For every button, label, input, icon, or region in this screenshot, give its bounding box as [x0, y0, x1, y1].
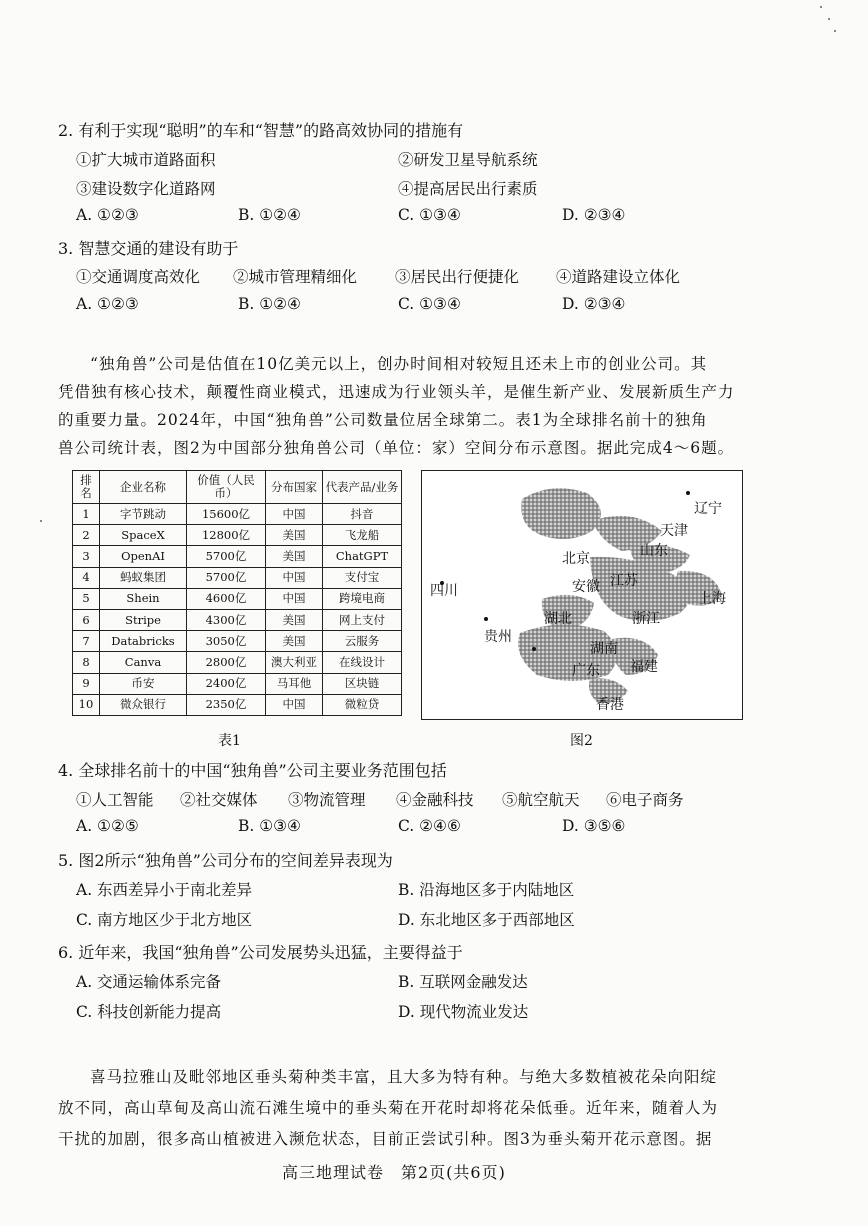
label-tianjin: 天津: [660, 523, 688, 539]
table-cell: 在线设计: [323, 652, 402, 673]
table-cell: 抖音: [323, 504, 402, 525]
q6-choice-a: A. 交通运输体系完备: [76, 973, 222, 991]
table-cell: 支付宝: [323, 567, 402, 588]
label-guizhou: 贵州: [484, 629, 512, 645]
q2-choice-d: D. ②③④: [562, 206, 626, 224]
table-cell: Shein: [100, 588, 187, 609]
table-cell: 2: [73, 525, 100, 546]
table-row: [73, 673, 402, 694]
table-caption: 表1: [218, 733, 241, 749]
q2-item-2: ②研发卫星导航系统: [398, 151, 538, 169]
label-liaoning: 辽宁: [694, 501, 722, 517]
label-beijing: 北京: [562, 551, 590, 567]
q3-item-3: ③居民出行便捷化: [395, 268, 520, 286]
table-row: [73, 694, 402, 715]
q3-choice-b: B. ①②④: [238, 295, 301, 313]
table-cell: 5700亿: [187, 546, 266, 567]
q5-choice-a: A. 东西差异小于南北差异: [76, 881, 253, 899]
q4-choice-b: B. ①③④: [238, 817, 301, 835]
table-row: [73, 567, 402, 588]
q2-item-3: ③建设数字化道路网: [76, 180, 216, 198]
table-row: [73, 504, 402, 525]
q4-item-6: ⑥电子商务: [606, 791, 684, 809]
table-row: [73, 631, 402, 652]
table-cell: 中国: [266, 567, 323, 588]
header-company: 企业名称: [100, 471, 187, 504]
table-cell: 美国: [266, 546, 323, 567]
q5-choice-b: B. 沿海地区多于内陆地区: [398, 881, 575, 899]
table-row: [73, 546, 402, 567]
q4-item-4: ④金融科技: [396, 791, 474, 809]
table-cell: 美国: [266, 525, 323, 546]
passage-line: “独角兽”公司是估值在10亿美元以上，创办时间相对较短且还未上市的创业公司。其: [90, 355, 708, 373]
q5-choice-d: D. 东北地区多于西部地区: [398, 911, 575, 929]
table-cell: 币安: [100, 673, 187, 694]
table-cell: 10: [73, 694, 100, 715]
table-cell: 马耳他: [266, 673, 323, 694]
table-cell: ChatGPT: [323, 546, 402, 567]
q3-item-2: ②城市管理精细化: [233, 268, 358, 286]
q6-choice-b: B. 互联网金融发达: [398, 973, 528, 991]
label-hongkong: 香港: [596, 697, 624, 713]
unicorn-passage: [58, 350, 735, 462]
table-cell: 蚂蚁集团: [100, 567, 187, 588]
q4-item-2: ②社交媒体: [180, 791, 258, 809]
table-cell: Databricks: [100, 631, 187, 652]
table-cell: 澳大利亚: [266, 652, 323, 673]
question-3-stem: 3. 智慧交通的建设有助于: [58, 239, 239, 258]
table-cell: 区块链: [323, 673, 402, 694]
table-cell: OpenAI: [100, 546, 187, 567]
q4-choice-c: C. ②④⑥: [398, 817, 461, 835]
question-2-stem: 2. 有利于实现“聪明”的车和“智慧”的路高效协同的措施有: [58, 121, 464, 140]
table-cell: 飞龙船: [323, 525, 402, 546]
table-cell: Stripe: [100, 609, 187, 630]
table-cell: 云服务: [323, 631, 402, 652]
q4-item-1: ①人工智能: [76, 791, 154, 809]
question-5-stem: 5. 图2所示“独角兽”公司分布的空间差异表现为: [58, 851, 393, 870]
table-cell: 2400亿: [187, 673, 266, 694]
header-country: 分布国家: [266, 471, 323, 504]
table-cell: 15600亿: [187, 504, 266, 525]
header-rank: 排名: [73, 471, 100, 504]
table-cell: 9: [73, 673, 100, 694]
figure-caption: 图2: [570, 733, 593, 749]
q3-choice-d: D. ②③④: [562, 295, 626, 313]
header-product: 代表产品/业务: [323, 471, 402, 504]
table-cell: 网上支付: [323, 609, 402, 630]
question-6-stem: 6. 近年来，我国“独角兽”公司发展势头迅猛，主要得益于: [58, 943, 463, 962]
table-row: [73, 588, 402, 609]
map-svg: [422, 471, 742, 719]
passage-line: 的重要力量。2024年，中国“独角兽”公司数量位居全球第二。表1为全球排名前十的独角: [58, 411, 708, 429]
table-cell: 2800亿: [187, 652, 266, 673]
q2-item-1: ①扩大城市道路面积: [76, 151, 216, 169]
question-4-stem: 4. 全球排名前十的中国“独角兽”公司主要业务范围包括: [58, 761, 447, 780]
unicorn-distribution-map: [421, 470, 743, 720]
q4-item-3: ③物流管理: [288, 791, 366, 809]
q2-choice-a: A. ①②③: [76, 206, 139, 224]
label-shandong: 山东: [640, 543, 668, 559]
beijing-cluster: [521, 488, 601, 539]
label-fujian: 福建: [630, 659, 658, 675]
table-cell: 中国: [266, 588, 323, 609]
header-value: 价值（人民币）: [187, 471, 266, 504]
table-cell: 1: [73, 504, 100, 525]
q2-item-4: ④提高居民出行素质: [398, 180, 538, 198]
table-cell: 7: [73, 631, 100, 652]
table-cell: 微粒贷: [323, 694, 402, 715]
label-sichuan: 四川: [430, 583, 458, 599]
table-cell: 5: [73, 588, 100, 609]
q4-item-5: ⑤航空航天: [502, 791, 580, 809]
table-cell: SpaceX: [100, 525, 187, 546]
passage-line: 放不同，高山草甸及高山流石滩生境中的垂头菊在开花时却将花朵低垂。近年来，随着人为: [58, 1099, 719, 1117]
table-cell: 5700亿: [187, 567, 266, 588]
label-jiangsu: 江苏: [610, 573, 638, 589]
passage-line: 兽公司统计表，图2为中国部分独角兽公司（单位：家）空间分布示意图。据此完成4～6题。: [58, 439, 735, 457]
table-cell: 12800亿: [187, 525, 266, 546]
label-zhejiang: 浙江: [632, 611, 660, 627]
unicorn-table: [72, 470, 402, 716]
table-cell: 中国: [266, 694, 323, 715]
table-cell: 4: [73, 567, 100, 588]
label-shanghai: 上海: [698, 591, 726, 607]
table-body: [73, 504, 402, 716]
table-cell: 3: [73, 546, 100, 567]
table-row: [73, 652, 402, 673]
table-header-row: [73, 471, 402, 504]
label-anhui: 安徽: [572, 579, 600, 595]
table-cell: 微众银行: [100, 694, 187, 715]
page-footer: 高三地理试卷 第2页(共6页): [282, 1163, 506, 1182]
q6-choice-c: C. 科技创新能力提高: [76, 1003, 222, 1021]
q2-choice-b: B. ①②④: [238, 206, 301, 224]
q5-choice-c: C. 南方地区少于北方地区: [76, 911, 253, 929]
passage-line: 凭借独有核心技术，颠覆性商业模式，迅速成为行业领头羊，是催生新产业、发展新质生产力: [58, 383, 735, 401]
chuitouju-passage: [58, 1062, 718, 1155]
table-cell: 6: [73, 609, 100, 630]
table-cell: 美国: [266, 609, 323, 630]
q4-choice-d: D. ③⑤⑥: [562, 817, 626, 835]
q3-item-1: ①交通调度高效化: [76, 268, 201, 286]
label-guangdong: 广东: [572, 663, 600, 679]
table-row: [73, 609, 402, 630]
table-cell: 3050亿: [187, 631, 266, 652]
table-cell: 4600亿: [187, 588, 266, 609]
table-cell: 2350亿: [187, 694, 266, 715]
passage-line: 干扰的加剧，很多高山植被进入濒危状态，目前正尝试引种。图3为垂头菊开花示意图。据: [58, 1130, 713, 1148]
table-cell: 字节跳动: [100, 504, 187, 525]
q6-choice-d: D. 现代物流业发达: [398, 1003, 529, 1021]
table-cell: 4300亿: [187, 609, 266, 630]
table-row: [73, 525, 402, 546]
q3-choice-a: A. ①②③: [76, 295, 139, 313]
q3-item-4: ④道路建设立体化: [556, 268, 681, 286]
q3-choice-c: C. ①③④: [398, 295, 461, 313]
label-hunan: 湖南: [590, 641, 618, 657]
table-cell: 中国: [266, 504, 323, 525]
label-hubei: 湖北: [544, 611, 572, 627]
q4-choice-a: A. ①②⑤: [76, 817, 139, 835]
table-cell: 美国: [266, 631, 323, 652]
q2-choice-c: C. ①③④: [398, 206, 461, 224]
table-cell: Canva: [100, 652, 187, 673]
table-cell: 8: [73, 652, 100, 673]
passage-line: 喜马拉雅山及毗邻地区垂头菊种类丰富，且大多为特有种。与绝大多数植被花朵向阳绽: [90, 1068, 718, 1086]
table-cell: 跨境电商: [323, 588, 402, 609]
